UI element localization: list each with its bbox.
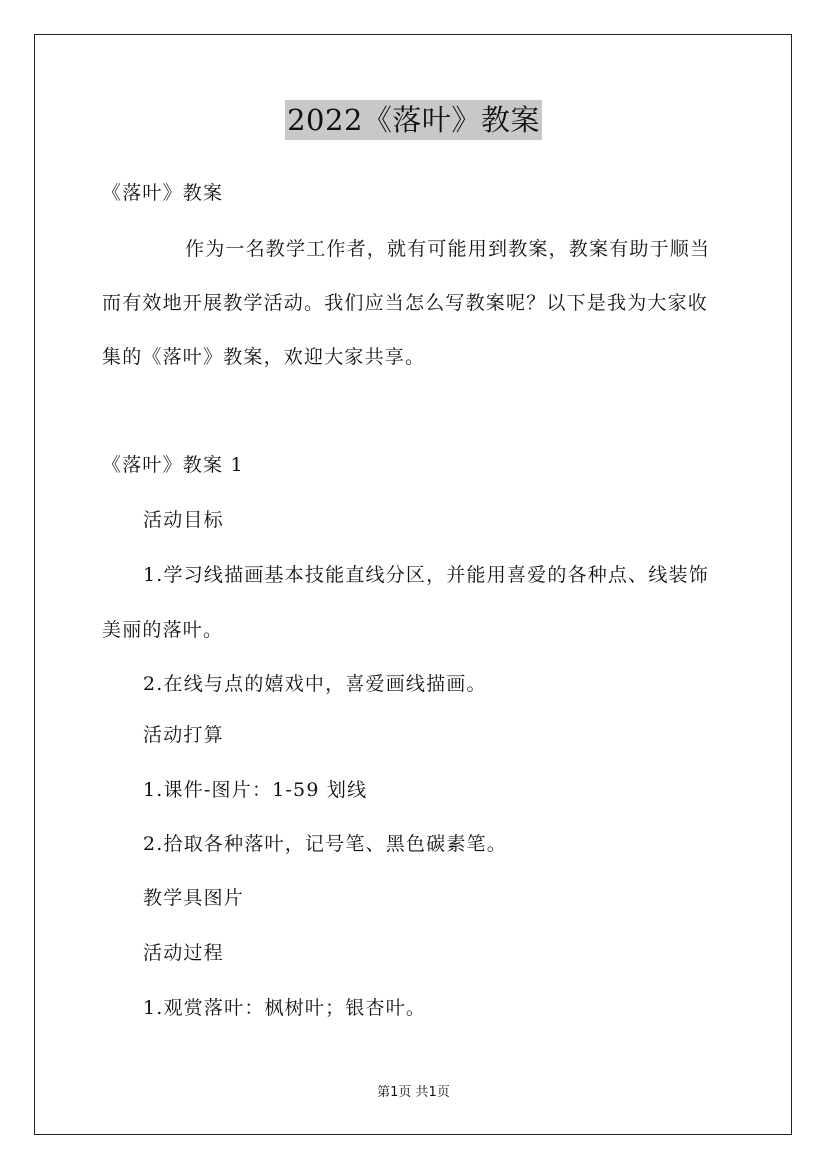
goal-heading: 活动目标 xyxy=(143,509,224,531)
prep-2: 2.拾取各种落叶，记号笔、黑色碳素笔。 xyxy=(143,833,507,855)
section-title: 《落叶》教案 1 xyxy=(102,454,244,476)
intro-line-2: 而有效地开展教学活动。我们应当怎么写教案呢？以下是我为大家收 xyxy=(102,292,709,314)
title-wrap xyxy=(0,100,827,140)
intro-line-1: 作为一名教学工作者，就有可能用到教案，教案有助于顺当 xyxy=(185,238,711,260)
document-title: 2022《落叶》教案 xyxy=(285,100,542,140)
intro-line-3: 集的《落叶》教案，欢迎大家共享。 xyxy=(102,346,426,368)
process-heading: 活动过程 xyxy=(143,942,224,964)
prep-heading: 活动打算 xyxy=(143,724,224,746)
goal-1-line-1: 1.学习线描画基本技能直线分区，并能用喜爱的各种点、线装饰 xyxy=(143,564,709,586)
document-heading: 《落叶》教案 xyxy=(102,182,224,204)
prep-1: 1.课件-图片：1-59 划线 xyxy=(143,779,368,801)
materials: 教学具图片 xyxy=(143,887,245,909)
page-footer: 第1页 共1页 xyxy=(377,1085,450,1100)
process-1: 1.观赏落叶：枫树叶；银杏叶。 xyxy=(143,997,427,1019)
goal-1-line-2: 美丽的落叶。 xyxy=(102,619,224,641)
goal-2: 2.在线与点的嬉戏中，喜爱画线描画。 xyxy=(143,673,487,695)
